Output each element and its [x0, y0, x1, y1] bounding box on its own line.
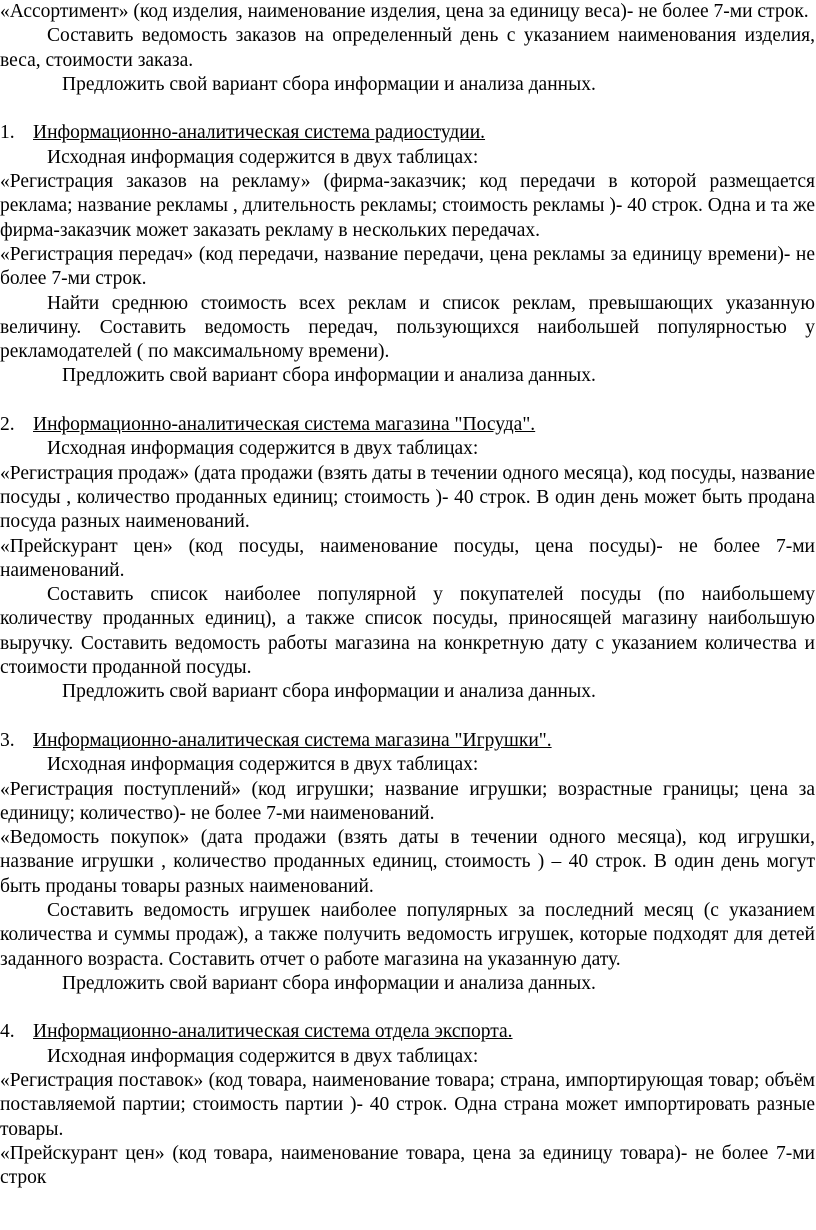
source-paragraph: Исходная информация содержится в двух таблицах:	[47, 146, 479, 168]
task-paragraph: Составить ведомость заказов на определенный день с указанием наименования изделия, веса, стоимости заказа.	[0, 25, 815, 71]
section-number: 2.	[0, 414, 15, 436]
table2-description: «Прейскурант цен» (код посуды, наименование посуды, цена посуды)- не более 7-ми наименований.	[0, 535, 815, 581]
table1-description: «Регистрация поставок» (код товара, наименование товара; страна, импортирующая товар; объём поставляемой партии; стоимость партии )- 40 строк. Одна страна может импортировать разные товары.	[0, 1070, 815, 1140]
section-heading	[0, 121, 815, 145]
intro-block	[0, 0, 815, 97]
spacer	[0, 97, 815, 121]
section-title: Информационно-аналитическая система магазина "Посуда".	[33, 414, 536, 436]
table1-description: «Регистрация заказов на рекламу» (фирма-заказчик; код передачи в которой размещается реклама; название рекламы , длительность рекламы; стоимость рекламы )- 40 строк. Одна и та же фирма-заказчик может заказать рекламу в нескольких передачах.	[0, 171, 815, 241]
spacer	[0, 389, 815, 413]
task-paragraph: Составить ведомость игрушек наиболее популярных за последний месяц (с указанием количества и суммы продаж), а также получить ведомость игрушек, которые подходят для детей заданного возраста. Составить отчет о работе магазина на указанную дату.	[0, 899, 815, 970]
table1-description: «Регистрация продаж» (дата продажи (взять даты в течении одного месяца), код посуды, название посуды , количество проданных единиц; стоимость )- 40 строк. В один день может быть продана посуда разных наименований.	[0, 462, 815, 533]
suggestion-paragraph: Предложить свой вариант сбора информации и анализа данных.	[62, 365, 596, 387]
source-paragraph: Исходная информация содержится в двух таблицах:	[47, 754, 479, 776]
section-1	[0, 121, 815, 388]
section-heading	[0, 1020, 815, 1044]
section-title: Информационно-аналитическая система отдела экспорта.	[33, 1021, 513, 1043]
section-number: 1.	[0, 122, 15, 144]
section-3	[0, 729, 815, 996]
section-number: 3.	[0, 729, 15, 751]
spacer	[0, 705, 815, 729]
suggestion-paragraph: Предложить свой вариант сбора информации и анализа данных.	[62, 73, 596, 95]
section-2	[0, 413, 815, 705]
section-number: 4.	[0, 1021, 15, 1043]
task-paragraph: Найти среднюю стоимость всех реклам и список реклам, превышающих указанную величину. Составить ведомость передач, пользующихся наибольшей популярностью у рекламодателей ( по максимальному времени).	[0, 292, 815, 363]
table-description: «Ассортимент» (код изделия, наименование изделия, цена за единицу веса)- не более 7-ми строк.	[0, 1, 809, 22]
source-paragraph: Исходная информация содержится в двух таблицах:	[47, 1045, 479, 1067]
table2-description: «Ведомость покупок» (дата продажи (взять даты в течении одного месяца), код игрушки, название игрушки , количество проданных единиц, стоимость ) – 40 строк. В один день могут быть проданы товары разных наименований.	[0, 827, 815, 897]
section-heading	[0, 729, 815, 753]
spacer	[0, 996, 815, 1020]
section-title: Информационно-аналитическая система радиостудии.	[33, 122, 486, 144]
task-paragraph: Составить список наиболее популярной у покупателей посуды (по наибольшему количеству проданных единиц), а также список посуды, приносящей магазину наибольшую выручку. Составить ведомость работы магазина на конкретную дату с указанием количества и стоимости проданной посуды.	[0, 584, 815, 679]
table2-description: «Регистрация передач» (код передачи, название передачи, цена рекламы за единицу времени)- не более 7-ми строк.	[0, 243, 815, 290]
suggestion-paragraph: Предложить свой вариант сбора информации и анализа данных.	[62, 681, 596, 703]
source-paragraph: Исходная информация содержится в двух таблицах:	[47, 438, 479, 460]
section-heading	[0, 413, 815, 437]
table2-description: «Прейскурант цен» (код товара, наименование товара, цена за единицу товара)- не более 7-ми строк	[0, 1142, 815, 1189]
suggestion-paragraph: Предложить свой вариант сбора информации и анализа данных.	[62, 972, 596, 994]
section-4	[0, 1020, 815, 1190]
table1-description: «Регистрация поступлений» (код игрушки; название игрушки; возрастные границы; цена за единицу; количество)- не более 7-ми наименований.	[0, 778, 815, 824]
section-title: Информационно-аналитическая система магазина "Игрушки".	[33, 729, 552, 751]
